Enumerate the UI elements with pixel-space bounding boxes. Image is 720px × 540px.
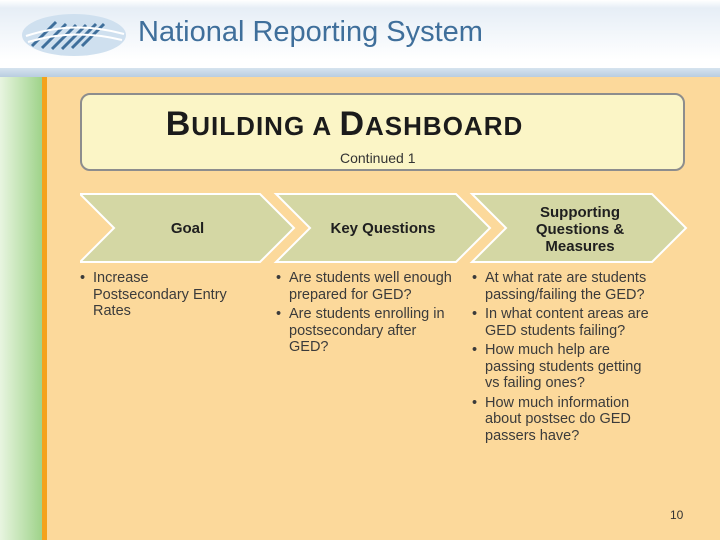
nrs-globe-logo-icon bbox=[18, 12, 130, 58]
supporting-column bbox=[469, 270, 649, 447]
supporting-bullet: • How much help are passing students getting vs failing ones? bbox=[469, 342, 649, 392]
supporting-heading-line-2: Questions & bbox=[535, 221, 625, 238]
title-uilding: UILDING A bbox=[191, 111, 340, 141]
slide-title bbox=[82, 105, 687, 144]
key-questions-column bbox=[273, 270, 453, 359]
goal-heading: Goal bbox=[170, 220, 205, 237]
supporting-heading-line-1: Supporting bbox=[540, 204, 620, 221]
supporting-bullet: • How much information about postsec do GED passers have? bbox=[469, 395, 649, 445]
title-b: B bbox=[165, 105, 192, 143]
header-divider bbox=[0, 68, 720, 77]
title-ashboard: ASHBOARD bbox=[365, 111, 524, 141]
supporting-heading-line-3: Measures bbox=[545, 238, 615, 255]
key-question-bullet: • Are students enrolling in postsecondary after GED? bbox=[273, 306, 453, 356]
supporting-heading bbox=[520, 204, 640, 255]
header-bar bbox=[0, 0, 720, 70]
page-number: 10 bbox=[670, 508, 684, 522]
slide-subtitle: Continued 1 bbox=[340, 150, 416, 166]
supporting-bullet: • At what rate are students passing/failing the GED? bbox=[469, 270, 649, 303]
supporting-bullet: • In what content areas are GED students failing? bbox=[469, 306, 649, 339]
goal-column bbox=[77, 270, 247, 323]
left-accent-bar bbox=[0, 77, 42, 540]
goal-bullet: • Increase Postsecondary Entry Rates bbox=[77, 270, 247, 320]
key-questions-heading: Key Questions bbox=[330, 220, 436, 237]
title-d: D bbox=[339, 105, 366, 143]
title-box bbox=[80, 93, 685, 171]
key-question-bullet: • Are students well enough prepared for GED? bbox=[273, 270, 453, 303]
header-title: National Reporting System bbox=[138, 16, 483, 48]
